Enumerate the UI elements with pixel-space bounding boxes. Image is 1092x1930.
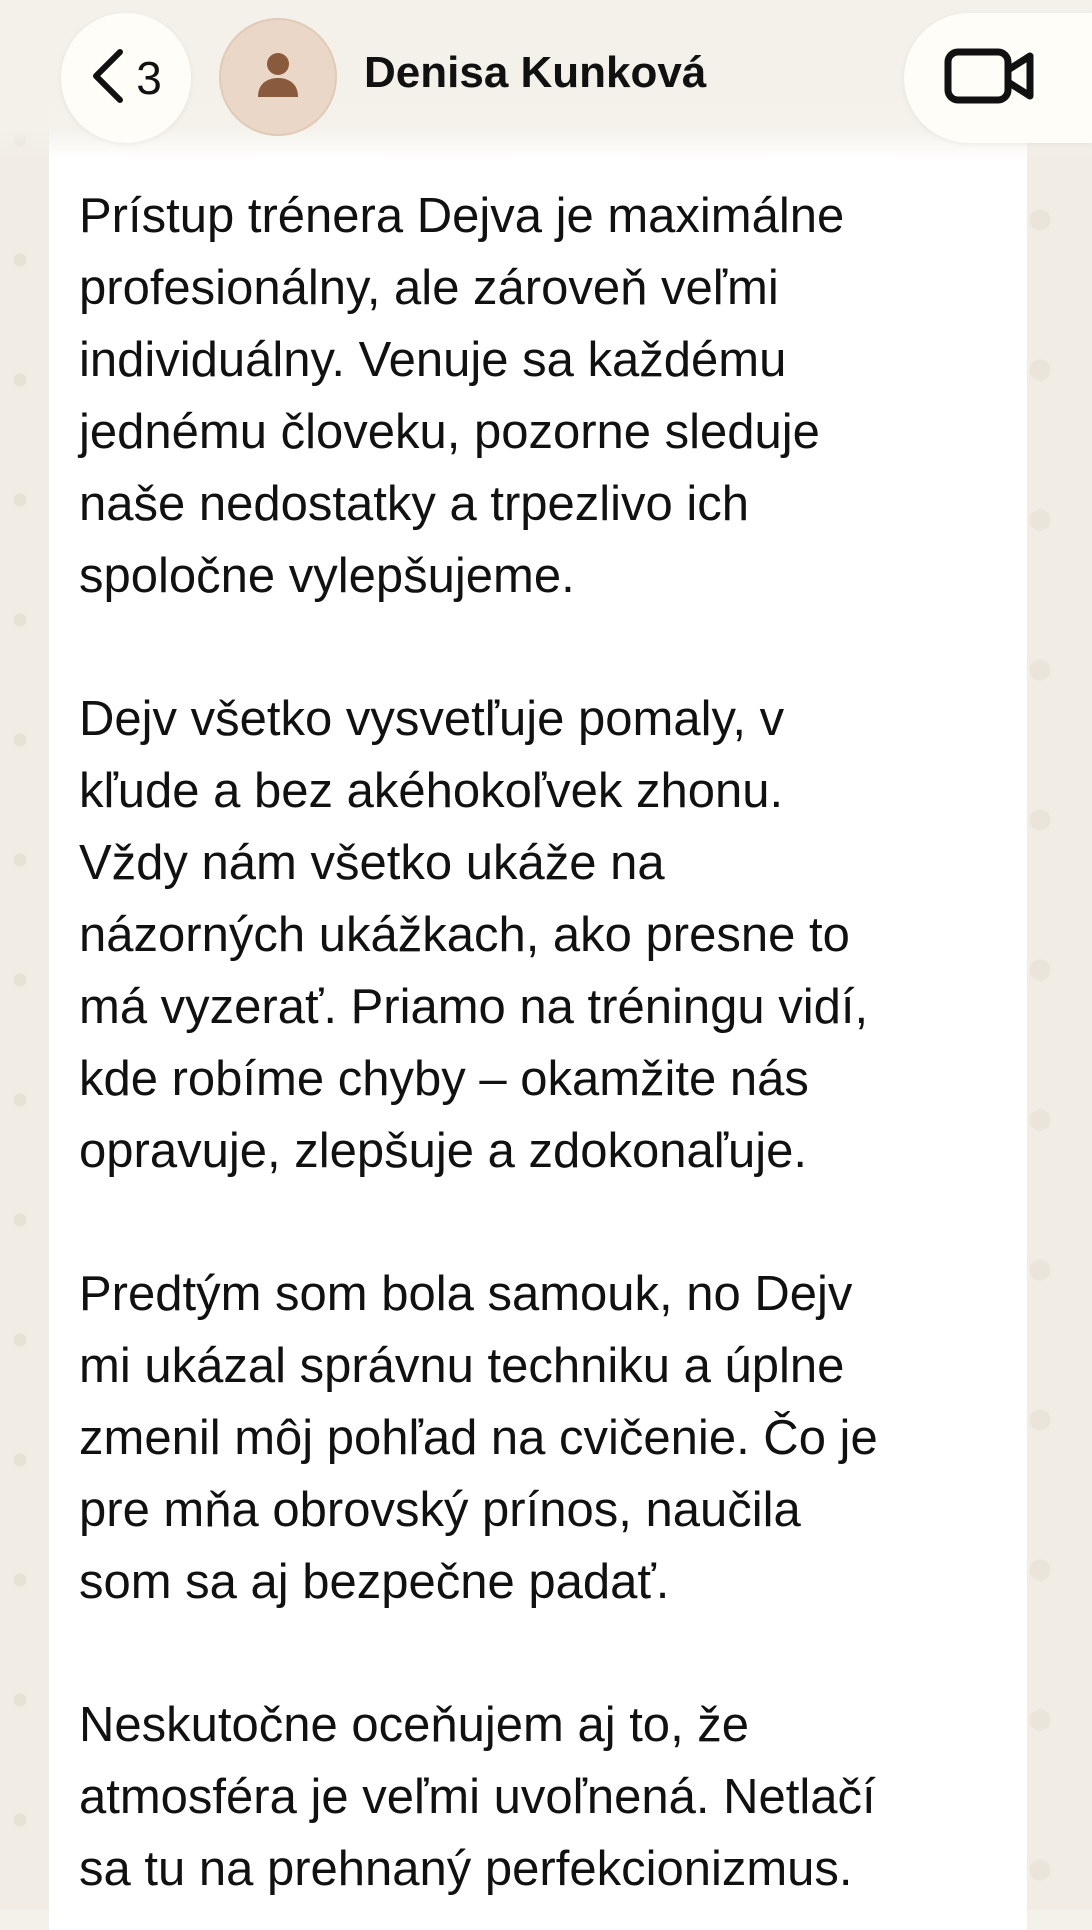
video-camera-icon xyxy=(944,46,1036,111)
chevron-left-icon xyxy=(90,48,124,109)
avatar[interactable] xyxy=(219,18,337,136)
back-button[interactable] xyxy=(61,13,191,143)
video-call-button[interactable] xyxy=(904,13,1092,143)
unread-count: 3 xyxy=(136,52,162,104)
message-paragraph: Prístup trénera Dejva je maximálne profesionálny, ale zároveň veľmi individuálny. Venuje sa každému jednému človeku, pozorne sleduje naše nedostatky a trpezlivo ich spoločne vylepšujeme. xyxy=(79,189,845,603)
chat-header xyxy=(0,0,1092,160)
contact-name[interactable]: Denisa Kunková xyxy=(364,48,707,97)
message-paragraph: Dejv všetko vysvetľuje pomaly, v kľude a bez akéhokoľvek zhonu. Vždy nám všetko ukáže na názorných ukážkach, ako presne to má vyzerať. Priamo na tréningu vidí, kde robíme chyby – okamžite nás opravuje, zlepšuje a zdokonaľuje. xyxy=(79,692,869,1178)
person-icon xyxy=(256,51,300,104)
message-bubble[interactable] xyxy=(49,100,1027,1930)
message-paragraph: Neskutočne oceňujem aj to, že atmosféra je veľmi uvoľnená. Netlačí sa tu na prehnaný perfekcionizmus. xyxy=(79,1698,876,1896)
message-paragraph: Predtým som bola samouk, no Dejv mi ukázal správnu techniku a úplne zmenil môj pohľad na cvičenie. Čo je pre mňa obrovský prínos, naučila som sa aj bezpečne padať. xyxy=(79,1267,878,1609)
